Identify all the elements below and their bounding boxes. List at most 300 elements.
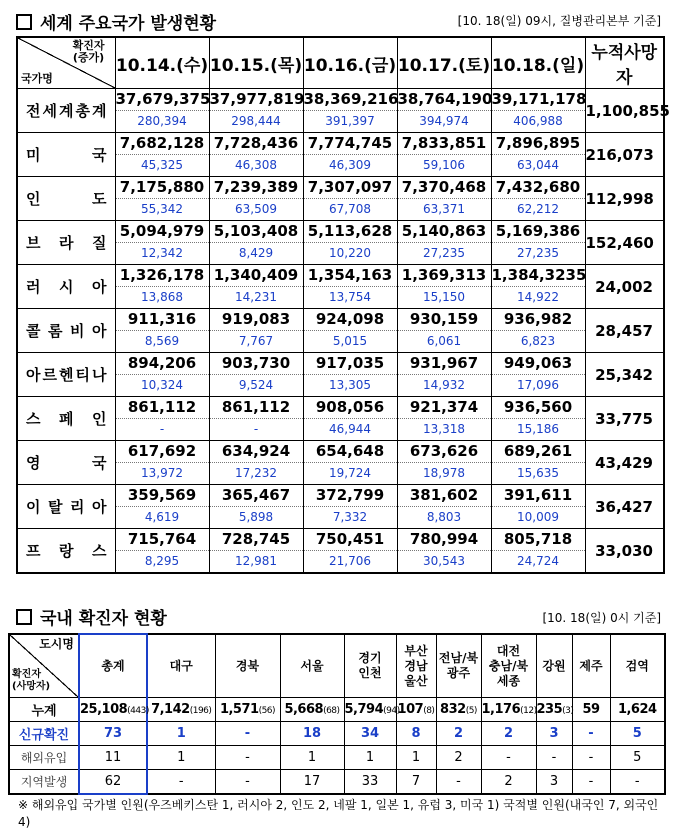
daily-increase: 5,898 bbox=[238, 510, 274, 524]
daily-increase: 8,429 bbox=[238, 246, 274, 260]
total-cases: 5,113,628 bbox=[304, 221, 397, 243]
case-cell bbox=[303, 485, 397, 529]
value-cell: 3 bbox=[536, 770, 572, 795]
value-cell bbox=[481, 698, 536, 722]
death-count: (94) bbox=[383, 706, 400, 716]
date-header: 10.16.(금) bbox=[303, 37, 397, 89]
case-cell bbox=[209, 353, 303, 397]
total-cases: 805,718 bbox=[492, 529, 585, 551]
daily-increase: 6,061 bbox=[426, 334, 462, 348]
daily-increase: 5,015 bbox=[332, 334, 368, 348]
total-cases: 1,369,313 bbox=[398, 265, 491, 287]
country-name-label bbox=[18, 452, 115, 473]
value-cell: 1 bbox=[147, 722, 215, 746]
world-section-title: 세계 주요국가 발생현황 bbox=[16, 9, 216, 34]
country-name-char: 전 bbox=[26, 102, 41, 120]
daily-increase: 62,212 bbox=[517, 202, 559, 216]
total-cases: 903,730 bbox=[210, 353, 303, 375]
value-cell: - bbox=[610, 770, 665, 795]
total-cases: 949,063 bbox=[492, 353, 585, 375]
country-row bbox=[17, 89, 664, 133]
total-cases: 7,833,851 bbox=[398, 133, 491, 155]
case-count: 107 bbox=[397, 702, 424, 717]
daily-increase: 12,342 bbox=[141, 246, 183, 260]
value-cell: 34 bbox=[344, 722, 396, 746]
cum-deaths: 1,100,855 bbox=[585, 89, 664, 133]
country-name bbox=[17, 529, 115, 574]
country-name-char: 탈 bbox=[48, 498, 63, 516]
value-cell: - bbox=[147, 770, 215, 795]
case-cell bbox=[303, 265, 397, 309]
square-bullet-icon bbox=[16, 14, 32, 30]
daily-increase: 63,044 bbox=[517, 158, 559, 172]
case-cell bbox=[491, 265, 585, 309]
value-cell: 73 bbox=[79, 722, 147, 746]
domestic-corner-cell bbox=[9, 634, 79, 698]
case-cell bbox=[115, 397, 209, 441]
value-cell bbox=[147, 698, 215, 722]
date-header: 10.15.(목) bbox=[209, 37, 303, 89]
case-cell bbox=[209, 133, 303, 177]
corner-label-cases: 확진자 (증가) bbox=[72, 39, 105, 64]
daily-increase: 14,922 bbox=[517, 290, 559, 304]
corner-label-country: 국가명 bbox=[21, 72, 53, 85]
case-cell bbox=[115, 177, 209, 221]
country-name-char: 질 bbox=[92, 234, 107, 252]
case-cell bbox=[491, 441, 585, 485]
country-name-char: 도 bbox=[92, 190, 107, 208]
case-cell bbox=[397, 177, 491, 221]
country-name-label bbox=[18, 496, 115, 517]
case-cell bbox=[303, 309, 397, 353]
case-cell bbox=[397, 265, 491, 309]
total-cases: 1,326,178 bbox=[116, 265, 209, 287]
country-name bbox=[17, 265, 115, 309]
case-cell bbox=[303, 89, 397, 133]
local-row bbox=[9, 770, 665, 795]
country-name-char: 스 bbox=[92, 542, 107, 560]
total-cases: 7,239,389 bbox=[210, 177, 303, 199]
region-header: 총계 bbox=[79, 634, 147, 698]
cum-deaths-header: 누적사망자 bbox=[585, 37, 664, 89]
country-name bbox=[17, 133, 115, 177]
country-row bbox=[17, 485, 664, 529]
country-name-char: 롬 bbox=[48, 322, 63, 340]
cum-deaths: 112,998 bbox=[585, 177, 664, 221]
country-name-label bbox=[18, 540, 115, 561]
country-name-char: 아 bbox=[92, 498, 107, 516]
case-cell bbox=[115, 485, 209, 529]
row-label: 지역발생 bbox=[9, 770, 79, 795]
country-name-char: 페 bbox=[59, 410, 74, 428]
country-name bbox=[17, 89, 115, 133]
total-cases: 5,094,979 bbox=[116, 221, 209, 243]
value-cell: 2 bbox=[481, 770, 536, 795]
country-row bbox=[17, 529, 664, 574]
row-label: 신규확진 bbox=[9, 722, 79, 746]
value-cell: 11 bbox=[79, 746, 147, 770]
total-cases: 365,467 bbox=[210, 485, 303, 507]
daily-increase: 13,754 bbox=[329, 290, 371, 304]
case-cell bbox=[209, 265, 303, 309]
case-cell bbox=[115, 353, 209, 397]
daily-increase: 298,444 bbox=[231, 114, 281, 128]
domestic-section-note: [10. 18(일) 0시 기준] bbox=[542, 611, 661, 625]
country-name-char: 세 bbox=[42, 102, 57, 120]
case-cell bbox=[209, 441, 303, 485]
country-name-char: 티 bbox=[75, 366, 90, 384]
value-cell: 1 bbox=[147, 746, 215, 770]
daily-increase: 7,332 bbox=[332, 510, 368, 524]
country-name-char: 아 bbox=[92, 278, 107, 296]
daily-increase: 18,978 bbox=[423, 466, 465, 480]
country-name bbox=[17, 177, 115, 221]
imported-row bbox=[9, 746, 665, 770]
country-name-char: 아 bbox=[92, 322, 107, 340]
country-name-label bbox=[18, 364, 115, 385]
case-cell bbox=[209, 309, 303, 353]
value-cell: 1 bbox=[396, 746, 436, 770]
case-count: 5,794 bbox=[344, 702, 384, 717]
world-corner-cell bbox=[17, 37, 115, 89]
case-count: 1,176 bbox=[481, 702, 521, 717]
value-cell: 33 bbox=[344, 770, 396, 795]
total-cases: 908,056 bbox=[304, 397, 397, 419]
case-cell bbox=[491, 529, 585, 574]
case-cell bbox=[491, 133, 585, 177]
daily-increase: 24,724 bbox=[517, 554, 559, 568]
date-header: 10.17.(토) bbox=[397, 37, 491, 89]
country-name-char: 콜 bbox=[26, 322, 41, 340]
case-cell bbox=[397, 89, 491, 133]
daily-increase: 63,371 bbox=[423, 202, 465, 216]
new-cases-row bbox=[9, 722, 665, 746]
country-row bbox=[17, 441, 664, 485]
daily-increase: 7,767 bbox=[238, 334, 274, 348]
daily-increase: 15,150 bbox=[423, 290, 465, 304]
total-cases: 37,679,375 bbox=[116, 89, 209, 111]
value-cell: - bbox=[572, 746, 610, 770]
total-cases: 7,370,468 bbox=[398, 177, 491, 199]
daily-increase: 13,318 bbox=[423, 422, 465, 436]
region-header: 전남/북 광주 bbox=[436, 634, 481, 698]
total-cases: 7,728,436 bbox=[210, 133, 303, 155]
total-cases: 689,261 bbox=[492, 441, 585, 463]
value-cell bbox=[215, 698, 280, 722]
value-cell bbox=[436, 698, 481, 722]
value-cell bbox=[280, 698, 344, 722]
country-name bbox=[17, 485, 115, 529]
country-name-char: 총 bbox=[75, 102, 90, 120]
total-cases: 936,982 bbox=[492, 309, 585, 331]
death-count: (443) bbox=[127, 706, 149, 716]
total-cases: 911,316 bbox=[116, 309, 209, 331]
total-cases: 750,451 bbox=[304, 529, 397, 551]
value-cell: 2 bbox=[436, 722, 481, 746]
case-count: 832 bbox=[440, 702, 466, 717]
world-header-row bbox=[17, 37, 664, 89]
case-count: 25,108 bbox=[80, 702, 128, 717]
daily-increase: 14,932 bbox=[423, 378, 465, 392]
case-cell bbox=[209, 221, 303, 265]
country-name-label bbox=[18, 320, 115, 341]
total-cases: 728,745 bbox=[210, 529, 303, 551]
total-cases: 715,764 bbox=[116, 529, 209, 551]
daily-increase: 10,009 bbox=[517, 510, 559, 524]
case-cell bbox=[491, 89, 585, 133]
country-name bbox=[17, 441, 115, 485]
country-name-char: 헨 bbox=[59, 366, 74, 384]
country-name-char: 러 bbox=[26, 278, 41, 296]
country-name-char: 프 bbox=[26, 542, 41, 560]
country-name-char: 리 bbox=[70, 498, 85, 516]
country-row bbox=[17, 133, 664, 177]
country-name-char: 미 bbox=[26, 146, 41, 164]
country-name bbox=[17, 353, 115, 397]
death-count: (5) bbox=[465, 706, 477, 716]
total-cases: 7,432,680 bbox=[492, 177, 585, 199]
daily-increase: 391,397 bbox=[325, 114, 375, 128]
country-row bbox=[17, 221, 664, 265]
value-cell: 3 bbox=[536, 722, 572, 746]
country-name-char: 시 bbox=[59, 278, 74, 296]
daily-increase: 4,619 bbox=[144, 510, 180, 524]
case-cell bbox=[491, 353, 585, 397]
value-cell bbox=[572, 698, 610, 722]
daily-increase: 30,543 bbox=[423, 554, 465, 568]
cum-deaths: 33,030 bbox=[585, 529, 664, 574]
domestic-section-title: 국내 확진자 현황 bbox=[16, 604, 167, 629]
case-count: 1,624 bbox=[617, 702, 657, 717]
total-cases: 7,774,745 bbox=[304, 133, 397, 155]
value-cell: 17 bbox=[280, 770, 344, 795]
case-cell bbox=[491, 309, 585, 353]
country-row bbox=[17, 397, 664, 441]
total-cases: 7,175,880 bbox=[116, 177, 209, 199]
case-cell bbox=[303, 221, 397, 265]
total-cases: 924,098 bbox=[304, 309, 397, 331]
country-name-char: 국 bbox=[92, 146, 107, 164]
daily-increase: - bbox=[159, 422, 165, 436]
country-name-char: 르 bbox=[42, 366, 57, 384]
daily-increase: 12,981 bbox=[235, 554, 277, 568]
value-cell bbox=[536, 698, 572, 722]
total-cases: 391,611 bbox=[492, 485, 585, 507]
country-name-char: 인 bbox=[92, 410, 107, 428]
world-section-note: [10. 18(일) 09시, 질병관리본부 기준] bbox=[457, 14, 661, 28]
country-name-char: 인 bbox=[26, 190, 41, 208]
total-cases: 1,340,409 bbox=[210, 265, 303, 287]
country-name-label bbox=[18, 232, 115, 253]
daily-increase: 46,944 bbox=[329, 422, 371, 436]
value-cell: - bbox=[536, 746, 572, 770]
case-count: 235 bbox=[536, 702, 563, 717]
cum-deaths: 36,427 bbox=[585, 485, 664, 529]
case-cell bbox=[115, 529, 209, 574]
country-name-char: 나 bbox=[92, 366, 107, 384]
daily-increase: 63,509 bbox=[235, 202, 277, 216]
country-row bbox=[17, 177, 664, 221]
case-cell bbox=[397, 353, 491, 397]
total-cases: 930,159 bbox=[398, 309, 491, 331]
case-cell bbox=[303, 177, 397, 221]
case-cell bbox=[397, 133, 491, 177]
country-name-char: 아 bbox=[26, 366, 41, 384]
daily-increase: 394,974 bbox=[419, 114, 469, 128]
total-cases: 780,994 bbox=[398, 529, 491, 551]
case-cell bbox=[397, 441, 491, 485]
case-count: 5,668 bbox=[284, 702, 324, 717]
case-cell bbox=[491, 177, 585, 221]
value-cell: - bbox=[215, 722, 280, 746]
row-label: 누계 bbox=[9, 698, 79, 722]
death-count: (196) bbox=[189, 706, 212, 716]
corner-label-city: 도시명 bbox=[39, 637, 74, 651]
case-cell bbox=[397, 485, 491, 529]
daily-increase: 46,309 bbox=[329, 158, 371, 172]
case-cell bbox=[397, 397, 491, 441]
case-cell bbox=[303, 529, 397, 574]
total-cases: 1,354,163 bbox=[304, 265, 397, 287]
total-cases: 654,648 bbox=[304, 441, 397, 463]
value-cell: 2 bbox=[481, 722, 536, 746]
domestic-header-row bbox=[9, 634, 665, 698]
country-name-char: 비 bbox=[70, 322, 85, 340]
daily-increase: 19,724 bbox=[329, 466, 371, 480]
cum-deaths: 28,457 bbox=[585, 309, 664, 353]
country-name-label bbox=[18, 144, 115, 165]
death-count: (3) bbox=[562, 706, 574, 716]
daily-increase: 13,972 bbox=[141, 466, 183, 480]
daily-increase: 21,706 bbox=[329, 554, 371, 568]
case-cell bbox=[115, 89, 209, 133]
country-name-char: 이 bbox=[26, 498, 41, 516]
total-cases: 861,112 bbox=[116, 397, 209, 419]
value-cell: 7 bbox=[396, 770, 436, 795]
case-cell bbox=[303, 133, 397, 177]
country-name-label bbox=[18, 276, 115, 297]
case-cell bbox=[115, 221, 209, 265]
total-cases: 931,967 bbox=[398, 353, 491, 375]
case-count: 7,142 bbox=[151, 702, 190, 717]
country-name-char: 영 bbox=[26, 454, 41, 472]
case-cell bbox=[115, 133, 209, 177]
total-cases: 5,169,386 bbox=[492, 221, 585, 243]
row-label: 해외유입 bbox=[9, 746, 79, 770]
case-cell bbox=[397, 529, 491, 574]
cum-deaths: 24,002 bbox=[585, 265, 664, 309]
region-header: 대전 충남/북 세종 bbox=[481, 634, 536, 698]
daily-increase: 27,235 bbox=[517, 246, 559, 260]
case-cell bbox=[209, 485, 303, 529]
total-cases: 936,560 bbox=[492, 397, 585, 419]
case-cell bbox=[397, 221, 491, 265]
domestic-status-table bbox=[8, 633, 666, 795]
cum-deaths: 43,429 bbox=[585, 441, 664, 485]
death-count: (68) bbox=[323, 706, 340, 716]
case-cell bbox=[491, 485, 585, 529]
country-name-char: 브 bbox=[26, 234, 41, 252]
value-cell: - bbox=[215, 770, 280, 795]
total-cases: 39,171,178 bbox=[492, 89, 585, 111]
cum-deaths: 33,775 bbox=[585, 397, 664, 441]
total-cases: 861,112 bbox=[210, 397, 303, 419]
country-name-char: 라 bbox=[59, 234, 74, 252]
total-cases: 673,626 bbox=[398, 441, 491, 463]
country-name-label bbox=[18, 188, 115, 209]
daily-increase: 45,325 bbox=[141, 158, 183, 172]
date-header: 10.14.(수) bbox=[115, 37, 209, 89]
corner-label-cases: 확진자 (사망자) bbox=[12, 669, 51, 692]
country-name-char: 계 bbox=[92, 102, 107, 120]
value-cell bbox=[79, 698, 147, 722]
daily-increase: 10,220 bbox=[329, 246, 371, 260]
country-row bbox=[17, 265, 664, 309]
daily-increase: 46,308 bbox=[235, 158, 277, 172]
country-name bbox=[17, 397, 115, 441]
case-cell bbox=[303, 441, 397, 485]
country-row bbox=[17, 309, 664, 353]
region-header: 강원 bbox=[536, 634, 572, 698]
total-cases: 38,369,216 bbox=[304, 89, 397, 111]
region-header: 경기 인천 bbox=[344, 634, 396, 698]
value-cell bbox=[610, 698, 665, 722]
value-cell: - bbox=[572, 770, 610, 795]
daily-increase: 8,295 bbox=[144, 554, 180, 568]
value-cell: 62 bbox=[79, 770, 147, 795]
case-cell bbox=[115, 265, 209, 309]
cum-deaths: 152,460 bbox=[585, 221, 664, 265]
region-header: 경북 bbox=[215, 634, 280, 698]
case-cell bbox=[303, 397, 397, 441]
daily-increase: 14,231 bbox=[235, 290, 277, 304]
daily-increase: 280,394 bbox=[137, 114, 187, 128]
daily-increase: 10,324 bbox=[141, 378, 183, 392]
daily-increase: 55,342 bbox=[141, 202, 183, 216]
country-name-char: 랑 bbox=[59, 542, 74, 560]
cumulative-row bbox=[9, 698, 665, 722]
total-cases: 7,682,128 bbox=[116, 133, 209, 155]
case-cell bbox=[209, 397, 303, 441]
daily-increase: 6,823 bbox=[520, 334, 556, 348]
daily-increase: 8,803 bbox=[426, 510, 462, 524]
daily-increase: 15,186 bbox=[517, 422, 559, 436]
square-bullet-icon bbox=[16, 609, 32, 625]
region-header: 대구 bbox=[147, 634, 215, 698]
value-cell: 8 bbox=[396, 722, 436, 746]
value-cell bbox=[344, 698, 400, 722]
region-header: 서울 bbox=[280, 634, 344, 698]
region-header: 제주 bbox=[572, 634, 610, 698]
total-cases: 381,602 bbox=[398, 485, 491, 507]
value-cell: 1 bbox=[344, 746, 396, 770]
daily-increase: 406,988 bbox=[513, 114, 563, 128]
daily-increase: 59,106 bbox=[423, 158, 465, 172]
daily-increase: 27,235 bbox=[423, 246, 465, 260]
footnote: ※ 해외유입 국가별 인원(우즈베키스탄 1, 러시아 2, 인도 2, 네팔 1, 일본 1, 유럽 3, 미국 1) 국적별 인원(내국인 7, 외국인 4) bbox=[18, 798, 659, 829]
country-name bbox=[17, 309, 115, 353]
case-count: 1,571 bbox=[219, 702, 259, 717]
country-name-label bbox=[18, 408, 115, 429]
death-count: (56) bbox=[258, 706, 276, 716]
total-cases: 7,307,097 bbox=[304, 177, 397, 199]
value-cell: - bbox=[436, 770, 481, 795]
country-name-label bbox=[18, 100, 115, 121]
date-header: 10.18.(일) bbox=[491, 37, 585, 89]
region-header: 검역 bbox=[610, 634, 665, 698]
total-cases: 372,799 bbox=[304, 485, 397, 507]
country-name-char: 스 bbox=[26, 410, 41, 428]
